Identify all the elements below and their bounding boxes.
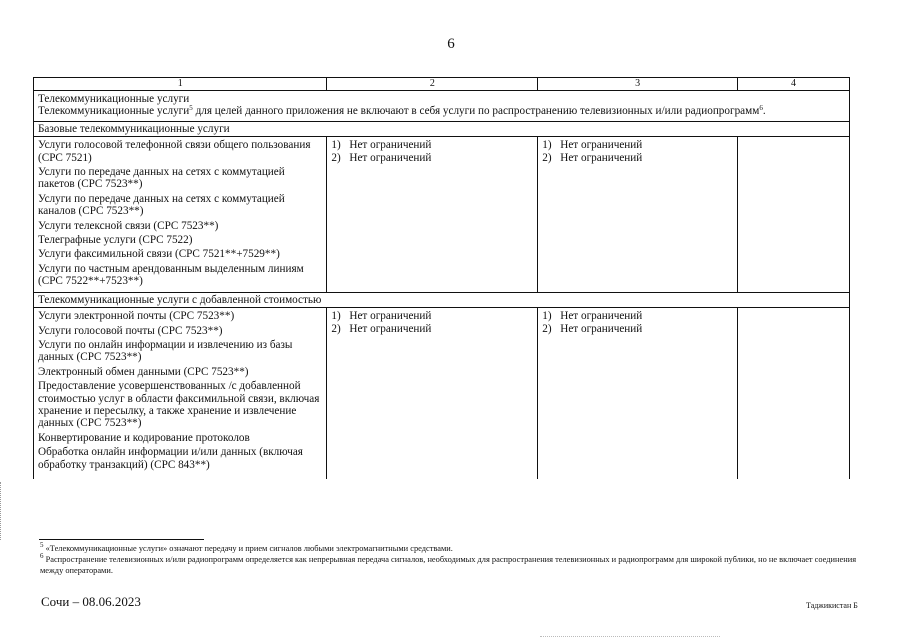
footnote-ref-5: 5 [189,104,193,113]
limitation-entry: 1) Нет ограничений [542,139,643,152]
value-added-services-row [34,308,850,479]
limitation-entry: 1) Нет ограничений [331,139,432,152]
telecom-section-row [34,91,850,122]
basic-service-item: Телеграфные услуги (CPC 7522) [38,234,193,247]
value-added-services-list [34,308,327,479]
basic-service-item: Услуги голосовой телефонной связи общего пользования (CPC 7521) [38,139,311,164]
value-added-market-access-cell [327,308,538,479]
limitation-entry: 2) Нет ограничений [331,322,432,335]
scan-edge-mark [0,482,6,540]
value-added-service-item: Предоставление усовершенствованных /с добавленной стоимостью услуг в области факсимильной связи, включая хранение и пересылку, а также хранение и извлечение данных (CPC 7523**) [38,380,320,430]
telecom-section-title: Телекоммуникационные услуги [38,93,190,105]
basic-national-treatment-cell [538,137,738,292]
basic-section-title: Базовые телекоммуникационные услуги [34,121,850,136]
basic-service-item: Услуги факсимильной связи (CPC 7521**+7529**) [38,248,280,261]
value-added-service-item: Электронный обмен данными (CPC 7523**) [38,365,249,378]
value-added-service-item: Услуги по онлайн информации и извлечению из базы данных (CPC 7523**) [38,338,293,364]
footnote-5: $^5$ «Телекоммуникационные услуги» означают передачу и прием сигналов любыми электромагнитными средствами. [40,541,453,553]
value-added-national-treatment-cell [538,308,738,479]
basic-additional-commitments-cell [737,137,849,292]
limitation-entry: 1) Нет ограничений [542,310,643,323]
basic-market-access-cell [327,137,538,292]
column-header-4: 4 [737,78,849,91]
value-added-service-item: Услуги голосовой почты (CPC 7523**) [38,324,223,337]
column-header-3: 3 [538,78,738,91]
basic-service-item: Услуги по передаче данных на сетях с коммутацией пакетов (CPC 7523**) [38,166,285,191]
limitation-entry: 2) Нет ограничений [542,151,643,164]
basic-services-row [34,137,850,292]
scan-bottom-mark [540,636,720,639]
basic-service-item: Услуги по передаче данных на сетях с коммутацией каналов (CPC 7523**) [38,192,285,218]
value-added-additional-commitments-cell [737,308,849,479]
telecom-section-note: Телекоммуникационные услуги$^5$ для целей данного приложения не включают в себя услуги по распространению телевизионных и/или радиопрограмм$^6$. [38,104,766,118]
footnote-6: $^6$ Распространение телевизионных и/или радиопрограмм определяется как непрерывная передача сигналов, необходимых для распространения телевизионных и радиопрограмм для широкой публики, но не включает соединения между операторами. [40,552,857,575]
value-added-service-item: Конвертирование и кодирование протоколов [38,431,250,444]
limitation-entry: 1) Нет ограничений [331,310,432,323]
value-added-section-title: Телекоммуникационные услуги с добавленной стоимостью [34,292,850,307]
column-header-1: 1 [34,78,327,91]
page-number: 6 [447,36,455,52]
basic-services-list [34,137,327,292]
limitation-entry: 2) Нет ограничений [542,322,643,335]
footnote-separator [39,539,204,540]
footer-country: Таджикистан Б [806,601,858,610]
footer-date: Сочи – 08.06.2023 [41,594,141,609]
footnote-ref-6: 6 [759,104,763,113]
commitments-table [33,77,850,479]
value-added-section-header-row [34,292,850,307]
basic-service-item: Услуги телексной связи (CPC 7523**) [38,219,219,232]
column-number-row [34,78,850,91]
value-added-service-item: Услуги электронной почты (CPC 7523**) [38,310,235,323]
limitation-entry: 2) Нет ограничений [331,151,432,164]
footnotes [40,543,872,576]
column-header-2: 2 [327,78,538,91]
value-added-service-item: Обработка онлайн информации и/или данных (включая обработку транзакций) (CPC 843**) [38,446,303,471]
basic-service-item: Услуги по частным арендованным выделенным линиям (CPC 7522**+7523**) [38,262,304,288]
basic-section-header-row [34,121,850,136]
